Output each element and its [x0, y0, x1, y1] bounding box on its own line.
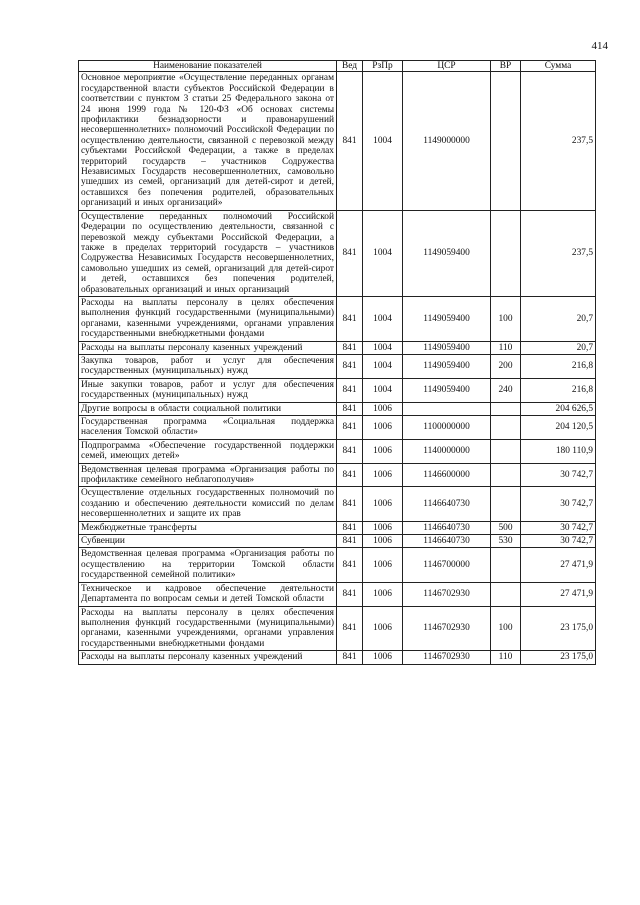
cell-sum: 237,5	[521, 72, 596, 210]
cell-sum: 30 742,7	[521, 521, 596, 534]
cell-name: Другие вопросы в области социальной политики	[79, 402, 337, 415]
budget-table	[78, 60, 596, 665]
cell-name: Расходы на выплаты персоналу в целях обеспечения выполнения функций государственными (муниципальными) органами, казенными учреждениями, органами управления государственными внебюджетными фондами	[79, 296, 337, 341]
cell-rzpr: 1004	[363, 296, 403, 341]
cell-csr: 1149059400	[403, 210, 491, 296]
table-row	[79, 378, 596, 402]
cell-vr: 100	[491, 606, 521, 651]
cell-sum: 237,5	[521, 210, 596, 296]
cell-csr: 1149059400	[403, 354, 491, 378]
page-number: 414	[591, 40, 608, 52]
cell-name: Осуществление переданных полномочий Российской Федерации по осуществлению деятельности, связанной с перевозкой между субъектами Российской Федерации, а также в пределах территорий государств – участников Содружества Независимых Государств несовершеннолетних, самовольно ушедших из семей, организаций для детей-сирот и детей, оставшихся без попечения родителей, образовательных организаций и иных организаций	[79, 210, 337, 296]
cell-csr: 1100000000	[403, 416, 491, 440]
cell-sum: 27 471,9	[521, 582, 596, 606]
cell-csr: 1146700000	[403, 548, 491, 582]
cell-vr	[491, 72, 521, 210]
cell-ved: 841	[337, 606, 363, 651]
cell-rzpr: 1006	[363, 487, 403, 521]
cell-vr	[491, 439, 521, 463]
table-row	[79, 354, 596, 378]
table-row	[79, 72, 596, 210]
table-row	[79, 487, 596, 521]
table-row	[79, 296, 596, 341]
cell-name: Осуществление отдельных государственных полномочий по созданию и обеспечению деятельности комиссий по делам несовершеннолетних и защите их прав	[79, 487, 337, 521]
cell-name: Расходы на выплаты персоналу казенных учреждений	[79, 341, 337, 354]
cell-csr: 1146702930	[403, 582, 491, 606]
cell-vr	[491, 582, 521, 606]
cell-sum: 30 742,7	[521, 463, 596, 487]
cell-csr: 1149059400	[403, 378, 491, 402]
cell-sum: 23 175,0	[521, 606, 596, 651]
cell-csr: 1146640730	[403, 535, 491, 548]
table-row	[79, 210, 596, 296]
cell-vr: 110	[491, 651, 521, 664]
cell-vr: 530	[491, 535, 521, 548]
cell-sum: 204 120,5	[521, 416, 596, 440]
cell-sum: 204 626,5	[521, 402, 596, 415]
table-row	[79, 521, 596, 534]
cell-vr: 500	[491, 521, 521, 534]
table-row	[79, 341, 596, 354]
cell-ved: 841	[337, 296, 363, 341]
cell-rzpr: 1004	[363, 341, 403, 354]
col-header-csr: ЦСР	[403, 61, 491, 72]
cell-name: Основное мероприятие «Осуществление переданных органам государственной власти субъектов Российской Федерации в соответствии с пунктом 3 статьи 25 Федерального закона от 24 июня 1999 года № 120-ФЗ «Об основах системы профилактики безнадзорности и правонарушений несовершеннолетних» полномочий Российской Федерации по осуществлению деятельности, связанной с перевозкой между субъектами Российской Федерации, а также в пределах территорий государств – участников Содружества Независимых Государств несовершеннолетних, самовольно ушедших из семей, организаций для детей-сирот и детей, оставшихся без попечения родителей, образовательных организаций и иных организаций»	[79, 72, 337, 210]
cell-name: Межбюджетные трансферты	[79, 521, 337, 534]
cell-sum: 30 742,7	[521, 535, 596, 548]
cell-rzpr: 1004	[363, 354, 403, 378]
cell-name: Ведомственная целевая программа «Организация работы по осуществлению на территории Томской области государственной семейной политики»	[79, 548, 337, 582]
cell-csr: 1149059400	[403, 296, 491, 341]
table-row	[79, 606, 596, 651]
cell-name: Иные закупки товаров, работ и услуг для обеспечения государственных (муниципальных) нужд	[79, 378, 337, 402]
cell-vr	[491, 487, 521, 521]
table-header	[79, 61, 596, 72]
cell-sum: 180 110,9	[521, 439, 596, 463]
cell-rzpr: 1006	[363, 402, 403, 415]
cell-rzpr: 1006	[363, 521, 403, 534]
cell-ved: 841	[337, 354, 363, 378]
cell-ved: 841	[337, 402, 363, 415]
cell-sum: 20,7	[521, 296, 596, 341]
table-row	[79, 402, 596, 415]
cell-csr: 1149059400	[403, 341, 491, 354]
cell-csr: 1146640730	[403, 521, 491, 534]
cell-csr: 1146640730	[403, 487, 491, 521]
cell-name: Субвенции	[79, 535, 337, 548]
col-header-sum: Сумма	[521, 61, 596, 72]
cell-vr	[491, 416, 521, 440]
cell-vr: 240	[491, 378, 521, 402]
cell-ved: 841	[337, 521, 363, 534]
cell-rzpr: 1006	[363, 582, 403, 606]
cell-rzpr: 1006	[363, 416, 403, 440]
table-row	[79, 582, 596, 606]
cell-ved: 841	[337, 416, 363, 440]
cell-name: Расходы на выплаты персоналу казенных учреждений	[79, 651, 337, 664]
cell-sum: 216,8	[521, 354, 596, 378]
cell-rzpr: 1006	[363, 439, 403, 463]
cell-ved: 841	[337, 548, 363, 582]
cell-rzpr: 1004	[363, 378, 403, 402]
cell-name: Ведомственная целевая программа «Организация работы по профилактике семейного неблагополучия»	[79, 463, 337, 487]
cell-ved: 841	[337, 439, 363, 463]
cell-rzpr: 1006	[363, 548, 403, 582]
cell-rzpr: 1006	[363, 651, 403, 664]
cell-ved: 841	[337, 72, 363, 210]
cell-ved: 841	[337, 582, 363, 606]
col-header-vr: ВР	[491, 61, 521, 72]
cell-name: Техническое и кадровое обеспечение деятельности Департамента по вопросам семьи и детей Томской области	[79, 582, 337, 606]
cell-name: Расходы на выплаты персоналу в целях обеспечения выполнения функций государственными (муниципальными) органами, казенными учреждениями, органами управления государственными внебюджетными фондами	[79, 606, 337, 651]
cell-vr	[491, 463, 521, 487]
cell-sum: 216,8	[521, 378, 596, 402]
cell-vr: 110	[491, 341, 521, 354]
cell-rzpr: 1006	[363, 535, 403, 548]
cell-rzpr: 1006	[363, 606, 403, 651]
cell-sum: 20,7	[521, 341, 596, 354]
cell-rzpr: 1004	[363, 72, 403, 210]
cell-csr: 1140000000	[403, 439, 491, 463]
cell-vr	[491, 548, 521, 582]
col-header-rzpr: РзПр	[363, 61, 403, 72]
cell-vr	[491, 210, 521, 296]
cell-ved: 841	[337, 463, 363, 487]
cell-ved: 841	[337, 487, 363, 521]
cell-sum: 30 742,7	[521, 487, 596, 521]
cell-csr: 1149000000	[403, 72, 491, 210]
cell-csr: 1146600000	[403, 463, 491, 487]
cell-ved: 841	[337, 651, 363, 664]
table-row	[79, 548, 596, 582]
cell-csr: 1146702930	[403, 651, 491, 664]
cell-name: Подпрограмма «Обеспечение государственной поддержки семей, имеющих детей»	[79, 439, 337, 463]
table-row	[79, 535, 596, 548]
cell-sum: 27 471,9	[521, 548, 596, 582]
cell-ved: 841	[337, 210, 363, 296]
table-row	[79, 651, 596, 664]
cell-ved: 841	[337, 341, 363, 354]
cell-name: Государственная программа «Социальная поддержка населения Томской области»	[79, 416, 337, 440]
col-header-name: Наименование показателей	[79, 61, 337, 72]
cell-csr	[403, 402, 491, 415]
cell-name: Закупка товаров, работ и услуг для обеспечения государственных (муниципальных) нужд	[79, 354, 337, 378]
cell-ved: 841	[337, 535, 363, 548]
cell-csr: 1146702930	[403, 606, 491, 651]
table-row	[79, 416, 596, 440]
cell-sum: 23 175,0	[521, 651, 596, 664]
cell-rzpr: 1006	[363, 463, 403, 487]
cell-rzpr: 1004	[363, 210, 403, 296]
table-row	[79, 439, 596, 463]
table-body	[79, 72, 596, 664]
cell-vr: 200	[491, 354, 521, 378]
cell-ved: 841	[337, 378, 363, 402]
cell-vr: 100	[491, 296, 521, 341]
col-header-ved: Вед	[337, 61, 363, 72]
table-row	[79, 463, 596, 487]
cell-vr	[491, 402, 521, 415]
